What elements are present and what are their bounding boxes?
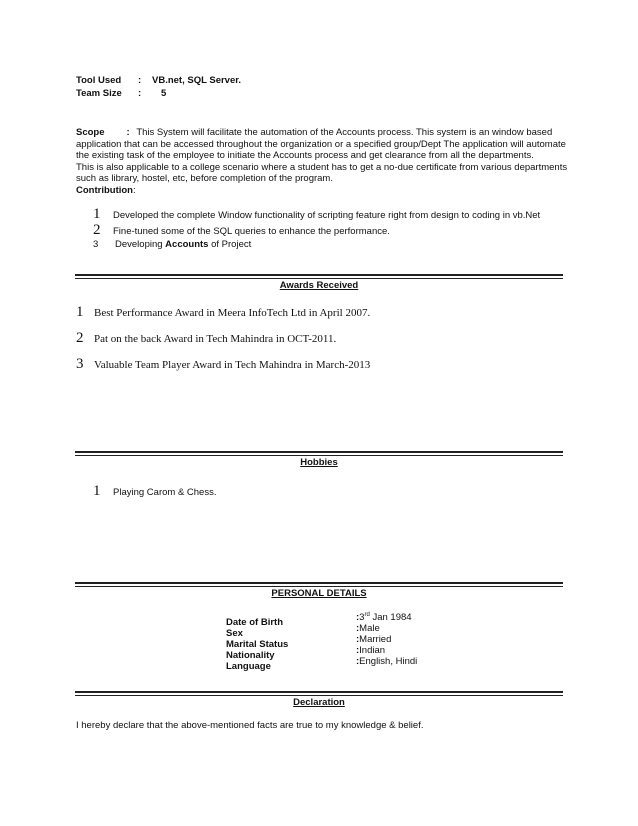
dob-value: :3rd Jan 1984	[356, 612, 412, 624]
scope-text-4: This is also applicable to a college scenario where a student has to get a no-due certificate from various departments	[76, 161, 568, 173]
table-row	[226, 634, 392, 650]
divider	[75, 582, 563, 584]
personal-title: PERSONAL DETAILS	[271, 588, 367, 599]
list-text: Developing Accounts of Project	[115, 239, 252, 250]
list-number: 2	[76, 330, 84, 346]
nationality-label: Nationality	[226, 650, 275, 661]
awards-title: Awards Received	[279, 280, 359, 291]
divider	[75, 451, 563, 453]
contribution-list	[93, 205, 541, 250]
scope-text-5: such as library, hostel, etc, before completion of the program.	[76, 173, 333, 184]
nationality-value: :Indian	[356, 645, 386, 656]
scope-text-2: application that can be accessed throughout the organization or a specified group/Dept The application will automate	[76, 138, 566, 150]
list-number: 1	[93, 206, 101, 222]
list-item	[93, 482, 216, 500]
list-text: Valuable Team Player Award in Tech Mahindra in March-2013	[94, 359, 371, 371]
table-row	[226, 623, 380, 639]
declaration-title: Declaration	[293, 697, 345, 708]
team-size-value: 5	[161, 88, 167, 99]
table-row	[226, 656, 418, 672]
list-number: 1	[76, 304, 84, 320]
language-value: :English, Hindi	[356, 656, 418, 667]
contribution-label: Contribution	[76, 184, 133, 196]
divider	[75, 586, 563, 587]
team-size-colon: :	[138, 88, 142, 99]
divider	[75, 691, 563, 693]
list-item	[76, 329, 370, 355]
scope-text-3: the existing task of the employee to initiate the Accounts process and get clearance from all the departments.	[76, 150, 534, 161]
scope-text-1: This System will facilitate the automation of the Accounts process. This system is an window based	[136, 127, 553, 138]
dob-label: Date of Birth	[226, 617, 283, 628]
tool-used-value: VB.net, SQL Server.	[152, 75, 242, 86]
scope-label: Scope	[76, 127, 105, 138]
list-text: Fine-tuned some of the SQL queries to enhance the performance.	[113, 226, 390, 237]
list-number: 3	[76, 356, 84, 372]
table-row	[226, 612, 412, 628]
table-row	[226, 645, 386, 661]
list-text: Playing Carom & Chess.	[113, 487, 217, 498]
list-text: Best Performance Award in Meera InfoTech Ltd in April 2007.	[94, 307, 371, 319]
divider	[75, 695, 563, 696]
list-text: Developed the complete Window functionality of scripting feature right from design to coding in vb.Net	[113, 210, 541, 221]
language-label: Language	[226, 661, 271, 672]
declaration-text: I hereby declare that the above-mentioned facts are true to my knowledge & belief.	[76, 720, 424, 731]
list-item	[93, 205, 540, 221]
list-item	[76, 355, 370, 381]
tool-used-label: Tool Used	[76, 75, 122, 86]
tool-used-colon: :	[138, 75, 142, 86]
sex-label: Sex	[226, 628, 243, 639]
awards-list	[76, 303, 370, 381]
list-number: 2	[93, 222, 101, 238]
hobbies-title: Hobbies	[300, 457, 338, 468]
scope-block: Scope : This System will facilitate the automation of the Accounts process. This system is an window based application that can be accessed throughout the organization or a specified group/Dept The application will automate the existing task of the employee to initiate the Accounts process and get clearance from all the departments. This is also applicable to a college scenario where a student has to get a no-due certificate from various departments such as library, hostel, etc, before completion of the program. Contribution:	[76, 127, 568, 196]
list-item	[93, 221, 540, 238]
list-number: 1	[93, 483, 101, 499]
personal-details-table	[226, 612, 418, 672]
list-number: 3	[93, 239, 99, 250]
marital-status-label: Marital Status	[226, 639, 289, 650]
divider	[75, 278, 563, 279]
scope-colon: :	[126, 127, 130, 138]
list-item	[76, 303, 370, 329]
marital-status-value: :Married	[356, 634, 392, 645]
divider	[75, 455, 563, 456]
list-text: Pat on the back Award in Tech Mahindra in OCT-2011.	[94, 333, 337, 345]
sex-value: :Male	[356, 623, 380, 634]
team-size-label: Team Size	[76, 88, 122, 99]
divider	[75, 274, 563, 276]
